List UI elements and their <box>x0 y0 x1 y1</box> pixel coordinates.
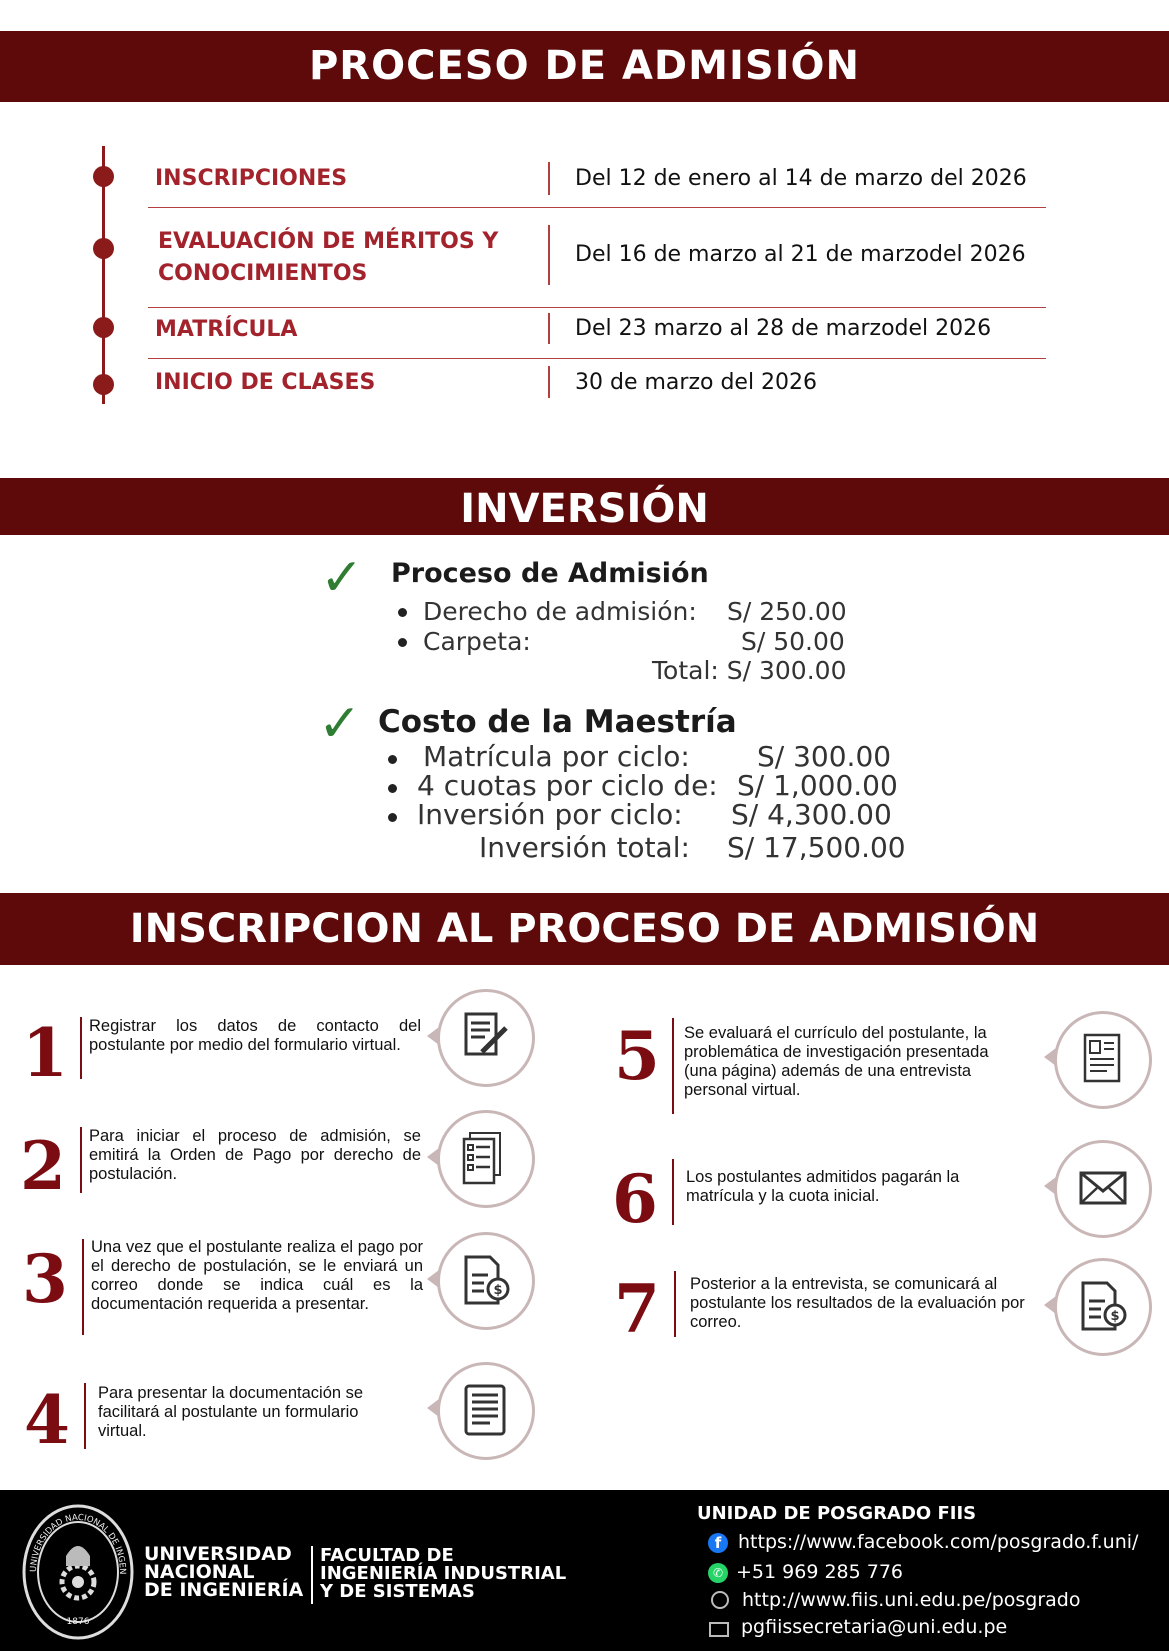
university-name-line1: UNIVERSIDAD <box>144 1543 292 1565</box>
footer-divider <box>311 1546 313 1604</box>
footer <box>0 1490 1169 1651</box>
timeline-label-evaluacion-line2: CONOCIMIENTOS <box>158 261 368 286</box>
step-text: Para iniciar el proceso de admisión, se emitirá la Orden de Pago por derecho de postulación. <box>89 1127 421 1183</box>
step-text: Los postulantes admitidos pagarán la matrícula y la cuota inicial. <box>686 1168 960 1205</box>
inscripcion-title: INSCRIPCION AL PROCESO DE ADMISIÓN <box>129 906 1040 952</box>
timeline-separator <box>548 162 550 195</box>
timeline-rule <box>148 307 1046 308</box>
inversion-banner <box>0 478 1169 535</box>
unit-title: UNIDAD DE POSGRADO FIIS <box>697 1503 977 1524</box>
seal-year: 1876 <box>66 1617 90 1627</box>
step-divider <box>672 1159 674 1225</box>
maestria-item-label: 4 cuotas por ciclo de: <box>417 769 718 802</box>
checkmark-icon: ✓ <box>320 548 364 608</box>
maestria-item-label: Matrícula por ciclo: <box>423 740 690 773</box>
page-title: PROCESO DE ADMISIÓN <box>308 43 860 89</box>
timeline-label-matricula: MATRÍCULA <box>155 317 298 342</box>
website-link[interactable]: http://www.fiis.uni.edu.pe/posgrado <box>742 1589 1081 1611</box>
step-text: Una vez que el postulante realiza el pago por el derecho de postulación, se le enviará un correo donde se indica cuál es la documentación requerida a presentar. <box>91 1238 423 1313</box>
admision-item-value: S/ 250.00 <box>727 597 847 626</box>
timeline-label-inicio: INICIO DE CLASES <box>155 370 376 395</box>
step-number: 7 <box>614 1270 660 1348</box>
step-number: 1 <box>22 1014 68 1092</box>
university-name-line3: DE INGENIERÍA <box>144 1579 304 1601</box>
checkmark-icon: ✓ <box>318 694 362 754</box>
timeline-dot <box>93 374 114 395</box>
whatsapp-icon: ✆ <box>708 1563 728 1583</box>
maestria-item-label: Inversión por ciclo: <box>417 798 683 831</box>
admision-total: Total: S/ 300.00 <box>652 656 847 685</box>
maestria-item-value: S/ 300.00 <box>757 740 892 773</box>
faculty-name-line1: FACULTAD DE <box>320 1545 454 1566</box>
email-icon <box>709 1622 729 1637</box>
maestria-item-value: S/ 1,000.00 <box>737 769 898 802</box>
facebook-link[interactable]: https://www.facebook.com/posgrado.f.uni/ <box>738 1531 1139 1553</box>
svg-text:$: $ <box>493 1283 503 1298</box>
step-text: Se evaluará el currículo del postulante, la problemática de investigación presentada (una página) además de una entrevista personal virtual. <box>684 1024 989 1099</box>
checklist-icon <box>437 1110 535 1208</box>
envelope-icon <box>1054 1140 1152 1238</box>
admision-heading: Proceso de Admisión <box>391 558 709 589</box>
timeline-dot <box>93 317 114 338</box>
step-number: 5 <box>614 1017 660 1095</box>
faculty-name <box>320 1547 566 1601</box>
timeline-separator <box>548 225 550 285</box>
step-text: Para presentar la documentación se facilitará al postulante un formulario virtual. <box>98 1384 364 1440</box>
timeline-dot <box>93 238 114 259</box>
invoice-icon <box>1054 1258 1152 1356</box>
maestria-total-label: Inversión total: <box>479 831 690 864</box>
university-name-line2: NACIONAL <box>144 1561 255 1583</box>
inscripcion-banner <box>0 893 1169 965</box>
resume-icon <box>1054 1011 1152 1109</box>
inversion-title: INVERSIÓN <box>460 486 709 532</box>
maestria-item-value: S/ 4,300.00 <box>731 798 892 831</box>
admision-item-label: Derecho de admisión: <box>423 597 697 626</box>
step-text: Posterior a la entrevista, se comunicará al postulante los resultados de la evaluación por correo. <box>690 1275 1025 1331</box>
admision-item-value: S/ 50.00 <box>741 627 845 656</box>
admision-item-label: Carpeta: <box>423 627 531 656</box>
timeline-date-inscripciones: Del 12 de enero al 14 de marzo del 2026 <box>575 166 1027 191</box>
timeline-date-matricula: Del 23 marzo al 28 de marzodel 2026 <box>575 316 992 341</box>
bullet <box>388 755 397 764</box>
facebook-icon: f <box>708 1533 728 1553</box>
step-divider <box>84 1383 86 1449</box>
timeline-separator <box>548 313 550 344</box>
step-divider <box>82 1239 84 1335</box>
university-name <box>144 1545 303 1599</box>
timeline-dot <box>93 166 114 187</box>
step-number: 6 <box>612 1160 658 1238</box>
step-text: Registrar los datos de contacto del postulante por medio del formulario virtual. <box>89 1017 421 1054</box>
tablet-form-icon <box>437 1362 535 1460</box>
timeline-label-inscripciones: INSCRIPCIONES <box>155 166 348 191</box>
seal-inscription: UNIVERSIDAD NACIONAL DE INGEN <box>28 1512 128 1575</box>
step-number: 3 <box>22 1240 68 1318</box>
timeline-date-inicio: 30 de marzo del 2026 <box>575 370 818 395</box>
faculty-name-line3: Y DE SISTEMAS <box>320 1581 475 1602</box>
bullet <box>388 813 397 822</box>
university-seal <box>22 1504 134 1640</box>
step-number: 4 <box>24 1381 70 1459</box>
form-edit-icon <box>437 989 535 1087</box>
step-divider <box>672 1018 674 1114</box>
whatsapp-number[interactable]: +51 969 285 776 <box>736 1561 904 1583</box>
faculty-name-line2: INGENIERÍA INDUSTRIAL <box>320 1563 567 1584</box>
email-link[interactable]: pgfiissecretaria@uni.edu.pe <box>741 1616 1008 1638</box>
globe-icon <box>711 1591 729 1609</box>
step-number: 2 <box>20 1127 66 1205</box>
bullet <box>398 608 407 617</box>
step-divider <box>674 1271 676 1337</box>
bullet <box>388 784 397 793</box>
step-divider <box>80 1017 82 1079</box>
timeline-rule <box>148 358 1046 359</box>
invoice-icon <box>437 1232 535 1330</box>
svg-text:$: $ <box>1110 1309 1120 1324</box>
step-divider <box>80 1127 82 1193</box>
timeline-label-evaluacion <box>158 226 498 290</box>
timeline-separator <box>548 366 550 398</box>
bullet <box>398 638 407 647</box>
timeline-label-evaluacion-line1: EVALUACIÓN DE MÉRITOS Y <box>158 229 499 254</box>
maestria-total-value: S/ 17,500.00 <box>727 831 906 864</box>
timeline-date-evaluacion: Del 16 de marzo al 21 de marzodel 2026 <box>575 242 1026 267</box>
timeline-rule <box>148 207 1046 208</box>
admission-banner <box>0 31 1169 102</box>
maestria-heading: Costo de la Maestría <box>378 704 737 740</box>
